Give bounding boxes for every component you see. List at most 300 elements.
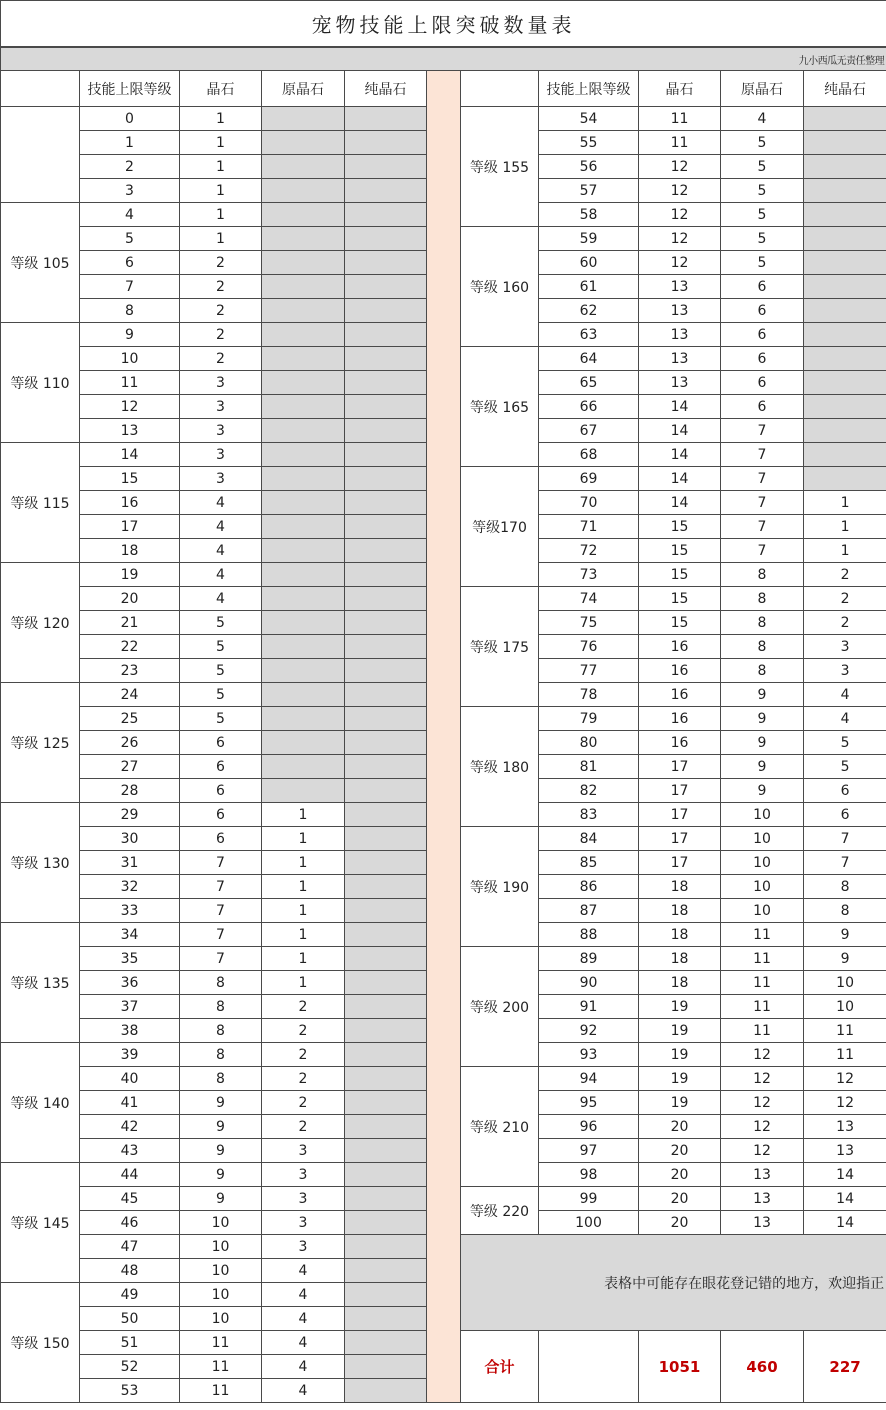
pure-crystal-cell-empty [345,131,427,155]
level-cell: 48 [80,1259,180,1283]
crystal-cell: 15 [639,563,721,587]
raw-crystal-cell: 4 [262,1355,345,1379]
crystal-cell: 18 [639,947,721,971]
pure-crystal-cell-empty [345,395,427,419]
level-cell: 78 [539,683,639,707]
level-cell: 47 [80,1235,180,1259]
level-cell: 43 [80,1139,180,1163]
level-cell: 4 [80,203,180,227]
raw-crystal-cell-empty [262,371,345,395]
pure-crystal-cell-empty [345,467,427,491]
pure-crystal-cell-empty [804,179,886,203]
level-cell: 38 [80,1019,180,1043]
level-cell: 22 [80,635,180,659]
pure-crystal-cell-empty [804,371,886,395]
crystal-cell: 2 [180,299,262,323]
level-cell: 7 [80,275,180,299]
level-cell: 13 [80,419,180,443]
crystal-cell: 5 [180,635,262,659]
crystal-cell: 12 [639,155,721,179]
crystal-cell: 2 [180,323,262,347]
raw-crystal-cell-empty [262,683,345,707]
crystal-cell: 6 [180,827,262,851]
raw-crystal-cell: 12 [721,1067,804,1091]
raw-crystal-cell-empty [262,179,345,203]
raw-crystal-cell: 11 [721,971,804,995]
raw-crystal-cell: 5 [721,179,804,203]
pure-crystal-cell-empty [345,707,427,731]
pure-crystal-cell-empty [345,443,427,467]
crystal-cell: 8 [180,1067,262,1091]
header-row [1,71,886,107]
raw-crystal-cell: 1 [262,971,345,995]
pure-crystal-cell-empty [345,803,427,827]
level-cell: 0 [80,107,180,131]
pure-crystal-cell-empty [345,107,427,131]
crystal-cell: 17 [639,827,721,851]
level-cell: 61 [539,275,639,299]
crystal-cell: 13 [639,347,721,371]
crystal-cell: 16 [639,659,721,683]
level-cell: 8 [80,299,180,323]
level-cell: 3 [80,179,180,203]
raw-crystal-cell-empty [262,155,345,179]
level-cell: 12 [80,395,180,419]
level-cell: 73 [539,563,639,587]
raw-crystal-cell-empty [262,251,345,275]
crystal-cell: 9 [180,1115,262,1139]
raw-crystal-cell: 1 [262,947,345,971]
level-cell: 57 [539,179,639,203]
raw-crystal-cell: 11 [721,947,804,971]
pure-crystal-cell-empty [345,899,427,923]
raw-crystal-cell: 5 [721,251,804,275]
level-cell: 75 [539,611,639,635]
pure-crystal-cell: 8 [804,899,886,923]
level-cell: 28 [80,779,180,803]
raw-crystal-cell-empty [262,443,345,467]
raw-crystal-cell-empty [262,635,345,659]
pure-crystal-cell: 10 [804,995,886,1019]
raw-crystal-cell: 5 [721,227,804,251]
raw-crystal-cell: 12 [721,1091,804,1115]
level-cell: 74 [539,587,639,611]
pure-crystal-cell-empty [345,755,427,779]
crystal-cell: 11 [180,1379,262,1403]
pure-crystal-cell: 10 [804,971,886,995]
crystal-cell: 6 [180,803,262,827]
raw-crystal-cell: 10 [721,827,804,851]
pure-crystal-cell: 4 [804,683,886,707]
pure-crystal-cell: 3 [804,635,886,659]
total-crystal: 1051 [639,1331,721,1403]
pure-crystal-cell-empty [345,1139,427,1163]
level-cell: 81 [539,755,639,779]
pure-crystal-cell-empty [345,1043,427,1067]
crystal-cell: 11 [639,107,721,131]
level-cell: 92 [539,1019,639,1043]
raw-crystal-cell-empty [262,731,345,755]
crystal-cell: 18 [639,899,721,923]
crystal-cell: 2 [180,275,262,299]
pure-crystal-cell-empty [345,491,427,515]
pure-crystal-cell: 12 [804,1091,886,1115]
crystal-cell: 19 [639,1019,721,1043]
level-group-label: 等级170 [461,467,539,587]
crystal-cell: 10 [180,1307,262,1331]
crystal-cell: 11 [180,1331,262,1355]
level-group-label: 等级 105 [1,203,80,323]
raw-crystal-cell: 13 [721,1163,804,1187]
level-cell: 11 [80,371,180,395]
pure-crystal-cell-empty [804,155,886,179]
crystal-cell: 10 [180,1235,262,1259]
pure-crystal-cell-empty [345,1307,427,1331]
raw-crystal-cell: 9 [721,683,804,707]
level-cell: 25 [80,707,180,731]
raw-crystal-cell: 3 [262,1211,345,1235]
raw-crystal-cell: 10 [721,899,804,923]
pure-crystal-cell-empty [345,1355,427,1379]
raw-crystal-cell: 8 [721,659,804,683]
raw-crystal-cell: 1 [262,851,345,875]
raw-crystal-cell: 1 [262,875,345,899]
crystal-cell: 14 [639,491,721,515]
page-title: 宠物技能上限突破数量表 [1,1,886,48]
crystal-cell: 5 [180,683,262,707]
level-cell: 72 [539,539,639,563]
level-cell: 50 [80,1307,180,1331]
crystal-cell: 15 [639,587,721,611]
crystal-cell: 19 [639,1043,721,1067]
level-cell: 77 [539,659,639,683]
raw-crystal-cell-empty [262,563,345,587]
pure-crystal-cell-empty [804,395,886,419]
pure-crystal-cell-empty [345,563,427,587]
column-header: 晶石 [639,71,721,107]
pure-crystal-cell-empty [345,1091,427,1115]
level-group-label: 等级 125 [1,683,80,803]
level-cell: 49 [80,1283,180,1307]
raw-crystal-cell-empty [262,395,345,419]
crystal-cell: 7 [180,875,262,899]
pure-crystal-cell-empty [345,827,427,851]
column-header: 技能上限等级 [539,71,639,107]
crystal-cell: 7 [180,899,262,923]
column-header: 纯晶石 [804,71,886,107]
crystal-cell: 15 [639,611,721,635]
raw-crystal-cell-empty [262,491,345,515]
level-cell: 24 [80,683,180,707]
level-cell: 18 [80,539,180,563]
raw-crystal-cell-empty [262,539,345,563]
raw-crystal-cell: 4 [262,1283,345,1307]
pure-crystal-cell-empty [345,515,427,539]
pure-crystal-cell: 6 [804,779,886,803]
level-cell: 95 [539,1091,639,1115]
pure-crystal-cell-empty [345,587,427,611]
level-cell: 79 [539,707,639,731]
level-cell: 69 [539,467,639,491]
crystal-cell: 9 [180,1187,262,1211]
level-cell: 100 [539,1211,639,1235]
header-group [1,71,80,107]
crystal-cell: 5 [180,707,262,731]
raw-crystal-cell: 2 [262,1043,345,1067]
pure-crystal-cell-empty [345,851,427,875]
raw-crystal-cell: 6 [721,371,804,395]
level-cell: 93 [539,1043,639,1067]
crystal-cell: 1 [180,131,262,155]
crystal-cell: 7 [180,947,262,971]
level-cell: 86 [539,875,639,899]
pure-crystal-cell-empty [345,203,427,227]
crystal-cell: 1 [180,107,262,131]
raw-crystal-cell: 4 [262,1259,345,1283]
pure-crystal-cell-empty [345,275,427,299]
pure-crystal-cell: 7 [804,851,886,875]
crystal-cell: 18 [639,875,721,899]
raw-crystal-cell: 2 [262,1067,345,1091]
level-cell: 29 [80,803,180,827]
crystal-cell: 3 [180,443,262,467]
raw-crystal-cell: 3 [262,1235,345,1259]
pure-crystal-cell-empty [804,467,886,491]
crystal-cell: 2 [180,347,262,371]
crystal-cell: 14 [639,443,721,467]
crystal-cell: 4 [180,539,262,563]
pure-crystal-cell: 4 [804,707,886,731]
pure-crystal-cell-empty [345,155,427,179]
separator-column [427,71,461,1403]
crystal-cell: 16 [639,707,721,731]
raw-crystal-cell: 12 [721,1043,804,1067]
crystal-cell: 6 [180,731,262,755]
pure-crystal-cell-empty [804,131,886,155]
pure-crystal-cell-empty [804,299,886,323]
pure-crystal-cell: 14 [804,1187,886,1211]
level-cell: 46 [80,1211,180,1235]
pure-crystal-cell-empty [345,419,427,443]
pure-crystal-cell-empty [804,323,886,347]
raw-crystal-cell: 6 [721,299,804,323]
raw-crystal-cell-empty [262,275,345,299]
raw-crystal-cell: 2 [262,995,345,1019]
crystal-cell: 17 [639,851,721,875]
column-header: 纯晶石 [345,71,427,107]
pure-crystal-cell-empty [345,299,427,323]
level-cell: 44 [80,1163,180,1187]
pure-crystal-cell-empty [345,1067,427,1091]
pure-crystal-cell-empty [345,1187,427,1211]
pure-crystal-cell: 2 [804,563,886,587]
raw-crystal-cell: 1 [262,803,345,827]
level-cell: 98 [539,1163,639,1187]
raw-crystal-cell: 8 [721,635,804,659]
raw-crystal-cell: 5 [721,203,804,227]
pure-crystal-cell-empty [345,251,427,275]
pure-crystal-cell-empty [345,683,427,707]
level-group-label: 等级 165 [461,347,539,467]
level-cell: 54 [539,107,639,131]
crystal-cell: 13 [639,275,721,299]
level-cell: 37 [80,995,180,1019]
raw-crystal-cell: 7 [721,443,804,467]
pure-crystal-cell-empty [804,227,886,251]
crystal-cell: 13 [639,323,721,347]
raw-crystal-cell-empty [262,515,345,539]
level-cell: 17 [80,515,180,539]
crystal-cell: 19 [639,1067,721,1091]
level-cell: 14 [80,443,180,467]
raw-crystal-cell: 8 [721,611,804,635]
column-header: 原晶石 [721,71,804,107]
crystal-cell: 13 [639,371,721,395]
level-cell: 9 [80,323,180,347]
pure-crystal-cell-empty [804,107,886,131]
pure-crystal-cell-empty [345,1163,427,1187]
pure-crystal-cell-empty [345,323,427,347]
crystal-cell: 17 [639,755,721,779]
raw-crystal-cell-empty [262,755,345,779]
raw-crystal-cell: 11 [721,923,804,947]
level-cell: 68 [539,443,639,467]
pure-crystal-cell: 3 [804,659,886,683]
pure-crystal-cell: 11 [804,1019,886,1043]
crystal-cell: 10 [180,1283,262,1307]
total-level-cell [539,1331,639,1403]
raw-crystal-cell-empty [262,203,345,227]
level-group-label: 等级 135 [1,923,80,1043]
crystal-cell: 9 [180,1139,262,1163]
crystal-cell: 10 [180,1211,262,1235]
crystal-cell: 18 [639,923,721,947]
raw-crystal-cell: 13 [721,1187,804,1211]
crystal-cell: 6 [180,755,262,779]
raw-crystal-cell: 1 [262,827,345,851]
crystal-cell: 1 [180,203,262,227]
pure-crystal-cell-empty [345,371,427,395]
raw-crystal-cell-empty [262,659,345,683]
pure-crystal-cell: 11 [804,1043,886,1067]
raw-crystal-cell: 12 [721,1139,804,1163]
pure-crystal-cell-empty [345,1379,427,1403]
level-cell: 1 [80,131,180,155]
raw-crystal-cell: 8 [721,563,804,587]
crystal-cell: 6 [180,779,262,803]
pure-crystal-cell-empty [345,971,427,995]
crystal-cell: 18 [639,971,721,995]
total-label: 合计 [461,1331,539,1403]
pure-crystal-cell-empty [345,227,427,251]
raw-crystal-cell: 6 [721,347,804,371]
crystal-cell: 20 [639,1211,721,1235]
raw-crystal-cell: 6 [721,323,804,347]
level-cell: 94 [539,1067,639,1091]
raw-crystal-cell: 2 [262,1019,345,1043]
pure-crystal-cell: 1 [804,491,886,515]
level-group-label: 等级 120 [1,563,80,683]
raw-crystal-cell: 11 [721,995,804,1019]
level-cell: 67 [539,419,639,443]
level-cell: 55 [539,131,639,155]
raw-crystal-cell-empty [262,227,345,251]
level-cell: 84 [539,827,639,851]
level-cell: 2 [80,155,180,179]
crystal-cell: 13 [639,299,721,323]
level-cell: 70 [539,491,639,515]
crystal-cell: 14 [639,467,721,491]
level-cell: 26 [80,731,180,755]
level-cell: 71 [539,515,639,539]
crystal-cell: 20 [639,1139,721,1163]
level-cell: 59 [539,227,639,251]
raw-crystal-cell: 13 [721,1211,804,1235]
level-cell: 88 [539,923,639,947]
raw-crystal-cell: 9 [721,731,804,755]
crystal-cell: 20 [639,1115,721,1139]
crystal-cell: 8 [180,995,262,1019]
crystal-cell: 5 [180,611,262,635]
pure-crystal-cell: 2 [804,611,886,635]
crystal-cell: 16 [639,635,721,659]
level-cell: 32 [80,875,180,899]
raw-crystal-cell: 3 [262,1139,345,1163]
crystal-cell: 3 [180,371,262,395]
level-cell: 60 [539,251,639,275]
crystal-cell: 12 [639,227,721,251]
pure-crystal-cell: 9 [804,923,886,947]
crystal-cell: 8 [180,1019,262,1043]
raw-crystal-cell: 11 [721,1019,804,1043]
crystal-cell: 11 [639,131,721,155]
crystal-cell: 8 [180,1043,262,1067]
column-header: 技能上限等级 [80,71,180,107]
pure-crystal-cell-empty [345,1115,427,1139]
raw-crystal-cell: 9 [721,707,804,731]
level-cell: 87 [539,899,639,923]
pure-crystal-cell-empty [345,995,427,1019]
level-cell: 39 [80,1043,180,1067]
level-cell: 76 [539,635,639,659]
crystal-cell: 3 [180,395,262,419]
level-cell: 82 [539,779,639,803]
level-cell: 52 [80,1355,180,1379]
level-cell: 16 [80,491,180,515]
level-cell: 91 [539,995,639,1019]
level-cell: 83 [539,803,639,827]
raw-crystal-cell: 4 [262,1307,345,1331]
crystal-cell: 19 [639,1091,721,1115]
pure-crystal-cell-empty [804,251,886,275]
raw-crystal-cell: 1 [262,923,345,947]
level-cell: 30 [80,827,180,851]
crystal-cell: 19 [639,995,721,1019]
raw-crystal-cell: 5 [721,155,804,179]
level-cell: 65 [539,371,639,395]
level-cell: 20 [80,587,180,611]
raw-crystal-cell: 9 [721,755,804,779]
raw-crystal-cell: 4 [262,1379,345,1403]
pure-crystal-cell-empty [345,347,427,371]
level-cell: 35 [80,947,180,971]
crystal-cell: 2 [180,251,262,275]
raw-crystal-cell: 6 [721,395,804,419]
raw-crystal-cell: 3 [262,1163,345,1187]
level-cell: 33 [80,899,180,923]
level-cell: 80 [539,731,639,755]
raw-crystal-cell-empty [262,107,345,131]
